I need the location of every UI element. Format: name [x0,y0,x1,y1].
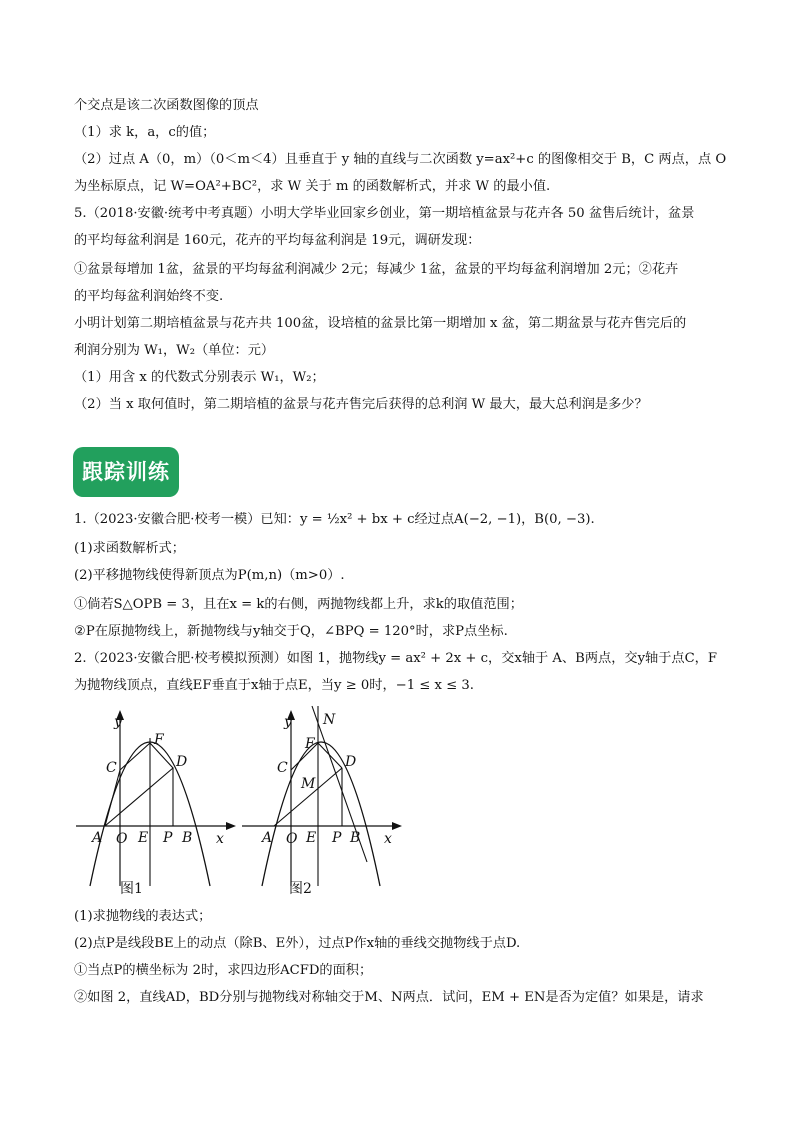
text-line: 利润分别为 W₁，W₂（单位：元） [74,343,275,358]
text-line: 5.（2018·安徽·统考中考真题）小明大学毕业回家乡创业，第一期培植盆景与花卉各 50 盆售后统计，盆景 [74,206,695,221]
label-y: y [114,714,122,730]
text-line: （1）用含 x 的代数式分别表示 W₁，W₂； [74,370,325,385]
text-line: 为抛物线顶点，直线EF垂直于x轴于点E，当y ≥ 0时，−1 ≤ x ≤ 3. [74,678,475,693]
section-badge: 跟踪训练 [73,447,179,497]
label-e: E [306,830,317,846]
text-line: 个交点是该二次函数图像的顶点 [74,98,259,113]
label-c: C [106,760,117,776]
text-line: ②P在原抛物线上，新抛物线与y轴交于Q，∠BPQ = 120°时，求P点坐标. [74,624,508,639]
text-line: 2.（2023·安徽合肥·校考模拟预测）如图 1，抛物线y = ax² + 2x + c，交x轴于 A、B两点，交y轴于点C，F [74,651,718,666]
text-line: ①当点P的横坐标为 2时，求四边形ACFD的面积； [74,963,373,978]
parabola-diagram-2 [234,700,406,900]
label-a: A [262,830,273,846]
label-y: y [284,714,292,730]
text-line: 的平均每盆利润始终不变. [74,289,224,304]
text-line: （1）求 k，a，c的值； [74,125,216,140]
text-line: (2)点P是线段BE上的动点（除B、E外），过点P作x轴的垂线交抛物线于点D. [74,936,521,951]
figure-1-caption: 图1 [120,881,143,897]
label-e: E [138,830,149,846]
label-f: F [154,732,164,748]
text-line: （2）过点 A（0，m）（0＜m＜4）且垂直于 y 轴的直线与二次函数 y=ax²+c 的图像相交于 B，C 两点，点 O [74,152,727,167]
label-a: A [92,830,103,846]
text-line: 小明计划第二期培植盆景与花卉共 100盆，设培植的盆景比第一期增加 x 盆，第二期盆景与花卉售完后的 [74,316,687,331]
label-f: F [305,736,315,752]
label-b: B [182,830,193,846]
x-axis-arrow [392,822,402,830]
text-line: 1.（2023·安徽合肥·校考一模）已知：y = ½x² + bx + c经过点A(−2, −1)，B(0, −3). [74,512,595,527]
label-p: P [163,830,173,846]
label-x: x [216,831,224,847]
label-d: D [345,754,357,770]
label-n: N [323,712,336,728]
text-line: 为坐标原点，记 W=OA²+BC²，求 W 关于 m 的函数解析式，并求 W 的最小值. [74,179,551,194]
label-c: C [277,760,288,776]
text-line: （2）当 x 取何值时，第二期培植的盆景与花卉售完后获得的总利润 W 最大，最大总利润是多少？ [74,397,648,412]
parabola-diagram-1 [70,700,240,900]
quadrilateral-acfd [105,743,173,826]
label-b: B [350,830,361,846]
label-d: D [176,754,188,770]
segments-cfd [291,743,342,770]
text-line: ②如图 2，直线AD，BD分别与抛物线对称轴交于M、N两点．试问，EM + EN是否为定值？如果是，请求 [74,990,704,1005]
label-x: x [384,831,392,847]
label-o: O [286,831,298,847]
figure-2-caption: 图2 [289,881,312,897]
text-line: (1)求抛物线的表达式； [74,909,212,924]
label-p: P [332,830,342,846]
text-line: ①盆景每增加 1盆，盆景的平均每盆利润减少 2元；每减少 1盆，盆景的平均每盆利润增加 2元；②花卉 [74,262,679,277]
text-line: 的平均每盆利润是 160元，花卉的平均每盆利润是 19元，调研发现： [74,233,481,248]
text-line: ①倘若S△OPB = 3，且在x = k的右侧，两抛物线都上升，求k的取值范围； [74,597,523,612]
figure-2 [234,700,406,900]
figure-1 [70,700,240,900]
label-o: O [116,831,128,847]
text-line: (2)平移抛物线使得新顶点为P(m,n)（m>0）. [74,568,345,583]
text-line: (1)求函数解析式； [74,541,185,556]
label-m: M [301,776,316,792]
